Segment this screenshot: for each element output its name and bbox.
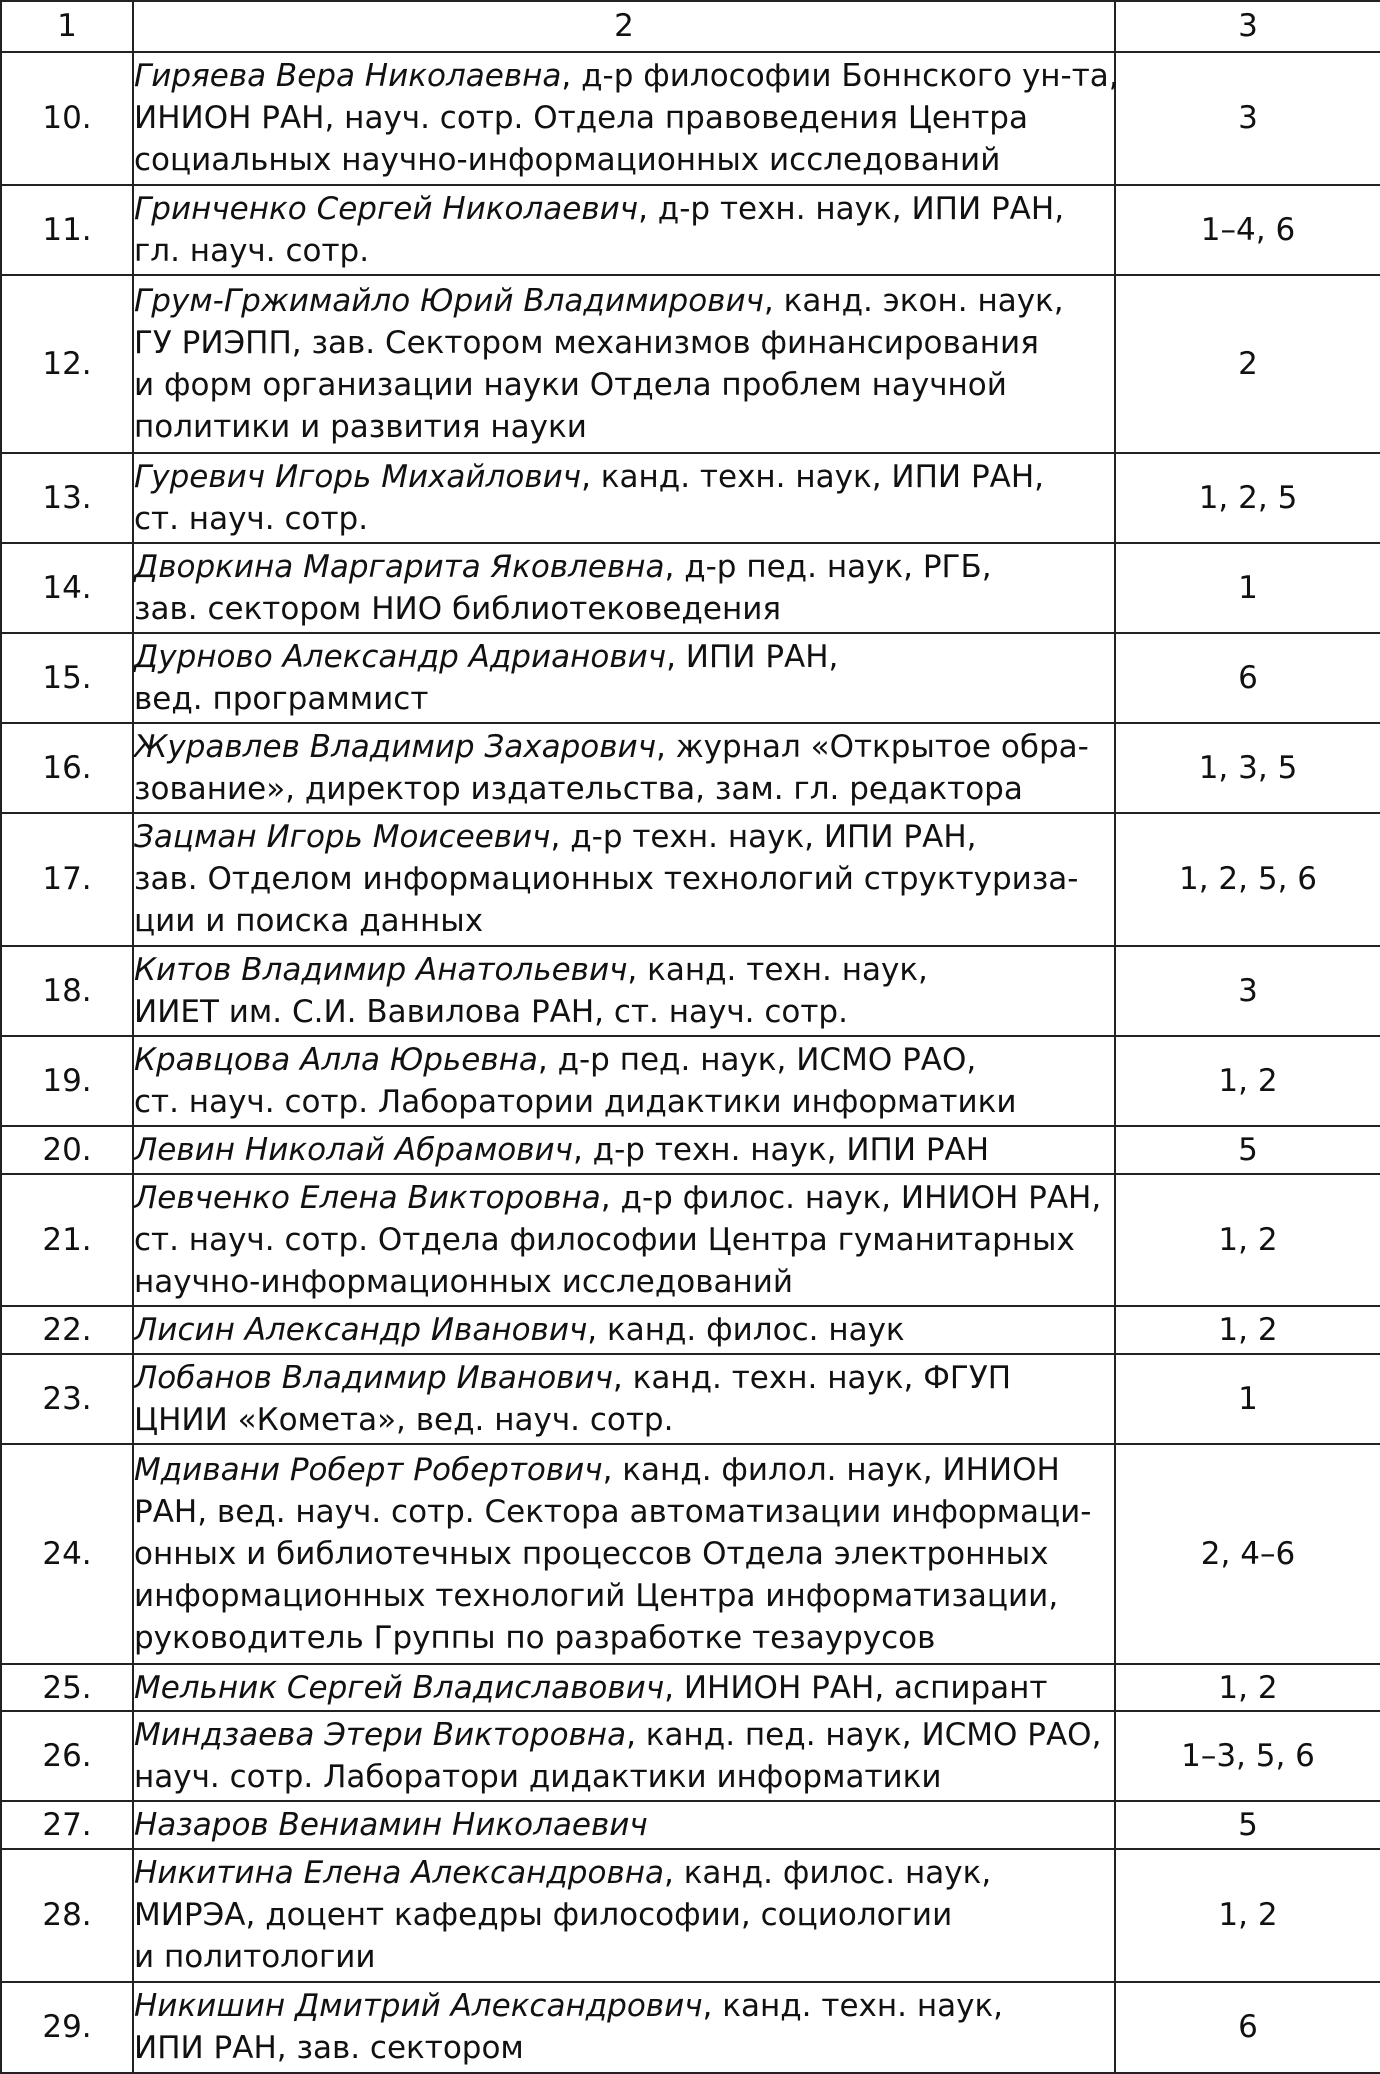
author-details: , канд. филос. наук: [587, 1312, 905, 1349]
author-details: , ИПИ РАН,: [666, 638, 839, 675]
author-details: , д-р пед. наук, РГБ,: [664, 548, 992, 585]
author-info-line: ГУ РИЭПП, зав. Сектором механизмов финансирования: [134, 325, 1039, 362]
author-info: [133, 633, 1115, 723]
row-number: 18.: [1, 946, 133, 1036]
categories-cell: 3: [1115, 946, 1380, 1036]
categories-cell: 1, 2: [1115, 1174, 1380, 1307]
author-info-line: и форм организации науки Отдела проблем научной: [134, 367, 1007, 404]
row-number: 29.: [1, 1982, 133, 2073]
authors-table-body: [1, 1, 1380, 2073]
categories-cell: 1, 3, 5: [1115, 723, 1380, 813]
categories-cell: 1, 2: [1115, 1664, 1380, 1712]
author-info-line: [134, 1177, 1114, 1219]
author-name: Гиряева Вера Николаевна: [134, 58, 562, 95]
author-name: Никишин Дмитрий Александрович: [134, 1988, 703, 2025]
author-info: [133, 52, 1119, 186]
table-row: [1, 1126, 1380, 1174]
author-name: Левин Николай Абрамович: [134, 1131, 573, 1168]
author-info-line: ИНИОН РАН, науч. сотр. Отдела правоведения Центра: [134, 100, 1028, 137]
row-number: 15.: [1, 633, 133, 723]
row-number: 17.: [1, 813, 133, 946]
categories-cell: 6: [1115, 1982, 1380, 2073]
author-info-line: ЦНИИ «Комета», вед. науч. сотр.: [134, 1401, 674, 1438]
author-name: Мельник Сергей Владиславович: [134, 1669, 665, 1706]
table-row: [1, 543, 1380, 633]
author-name: Мдивани Роберт Робертович: [134, 1451, 603, 1488]
author-details: , канд. техн. наук, ИПИ РАН,: [581, 458, 1045, 495]
author-info-line: научно-информационных исследований: [134, 1263, 794, 1300]
categories-cell: 1, 2, 5: [1115, 453, 1380, 543]
table-row: [1, 633, 1380, 723]
author-info: [133, 1711, 1115, 1801]
author-name: Дурново Александр Адрианович: [134, 638, 667, 675]
table-row: [1, 1982, 1380, 2073]
author-info-line: [134, 1667, 1114, 1709]
author-info-line: МИРЭА, доцент кафедры философии, социологии: [134, 1897, 953, 1934]
table-row: [1, 813, 1380, 946]
author-details: , канд. техн. наук,: [702, 1988, 1004, 2025]
table-row: [1, 1444, 1380, 1664]
author-info: [133, 813, 1115, 946]
table-row: [1, 1711, 1380, 1801]
table-row: [1, 185, 1380, 275]
author-info-line: социальных научно-информационных исследований: [134, 142, 1001, 179]
author-info-line: ст. науч. сотр. Отдела философии Центра гуманитарных: [134, 1221, 1075, 1258]
author-details: , канд. пед. наук, ИСМО РАО,: [626, 1717, 1102, 1754]
column-header-number: 1: [1, 1, 133, 52]
categories-cell: 1, 2: [1115, 1849, 1380, 1982]
author-info-line: [134, 726, 1114, 768]
categories-cell: 1, 2: [1115, 1306, 1380, 1354]
author-info-line: [134, 1039, 1114, 1081]
table-row: [1, 1306, 1380, 1354]
author-info-line: зав. Отделом информационных технологий структуриза-: [134, 861, 1079, 898]
author-info-line: [134, 546, 1114, 588]
author-name: Миндзаева Этери Викторовна: [134, 1717, 627, 1754]
categories-cell: 5: [1115, 1126, 1380, 1174]
author-info: [133, 543, 1115, 633]
table-row: [1, 1036, 1380, 1126]
author-details: , канд. экон. наук,: [763, 283, 1064, 320]
table-row: [1, 453, 1380, 543]
author-info-line: [134, 188, 1114, 230]
author-info-line: информационных технологий Центра информатизации,: [134, 1577, 1059, 1614]
author-info-line: зование», директор издательства, зам. гл. редактора: [134, 771, 1023, 808]
author-name: Лобанов Владимир Иванович: [134, 1359, 613, 1396]
author-info-line: онных и библиотечных процессов Отдела электронных: [134, 1535, 1049, 1572]
author-details: , канд. филос. наук,: [663, 1855, 992, 1892]
author-name: Грум-Гржимайло Юрий Владимирович: [134, 283, 764, 320]
author-info: [133, 185, 1115, 275]
author-info-line: [134, 456, 1114, 498]
author-info-line: [134, 949, 1114, 991]
author-info-line: зав. сектором НИО библиотековедения: [134, 590, 782, 627]
row-number: 13.: [1, 453, 133, 543]
author-info-line: [134, 1449, 1114, 1491]
author-info: [133, 453, 1115, 543]
author-name: Китов Владимир Анатольевич: [134, 951, 628, 988]
table-row: [1, 1664, 1380, 1712]
categories-cell: 5: [1115, 1801, 1380, 1849]
author-details: , д-р техн. наук, ИПИ РАН,: [638, 191, 1065, 228]
categories-cell: 1, 2, 5, 6: [1115, 813, 1380, 946]
author-info-line: ИПИ РАН, зав. сектором: [134, 2030, 524, 2067]
row-number: 25.: [1, 1664, 133, 1712]
row-number: 22.: [1, 1306, 133, 1354]
author-details: , д-р техн. наук, ИПИ РАН,: [550, 819, 977, 856]
author-info: [133, 1849, 1115, 1982]
row-number: 12.: [1, 275, 133, 452]
row-number: 21.: [1, 1174, 133, 1307]
author-info: [133, 1664, 1115, 1712]
author-info: [133, 723, 1115, 813]
author-info: [133, 1174, 1115, 1307]
author-info: [133, 946, 1115, 1036]
author-info-line: [134, 1714, 1114, 1756]
row-number: 14.: [1, 543, 133, 633]
header-row: [1, 1, 1380, 52]
categories-cell: 1–4, 6: [1115, 185, 1380, 275]
author-info: [133, 1982, 1115, 2073]
author-details: , д-р пед. наук, ИСМО РАО,: [537, 1041, 977, 1078]
author-name: Дворкина Маргарита Яковлевна: [134, 548, 665, 585]
categories-cell: 6: [1115, 633, 1380, 723]
author-name: Кравцова Алла Юрьевна: [134, 1041, 538, 1078]
author-details: , ИНИОН РАН, аспирант: [664, 1669, 1048, 1706]
author-info-line: гл. науч. сотр.: [134, 233, 370, 270]
row-number: 19.: [1, 1036, 133, 1126]
table-row: [1, 946, 1380, 1036]
author-details: , канд. филол. наук, ИНИОН: [602, 1451, 1060, 1488]
author-name: Журавлев Владимир Захарович: [134, 729, 657, 766]
categories-cell: 1: [1115, 543, 1380, 633]
row-number: 16.: [1, 723, 133, 813]
categories-cell: 2, 4–6: [1115, 1444, 1380, 1664]
author-name: Зацман Игорь Моисеевич: [134, 819, 551, 856]
author-details: , д-р техн. наук, ИПИ РАН: [572, 1131, 990, 1168]
author-info-line: [134, 816, 1114, 858]
author-info-line: [134, 1804, 1114, 1846]
author-info-line: [134, 1985, 1114, 2027]
author-info-line: [134, 636, 1114, 678]
author-info-line: руководитель Группы по разработке тезаурусов: [134, 1619, 936, 1656]
author-info: [133, 1444, 1115, 1664]
table-row: [1, 275, 1380, 452]
author-info-line: и политологии: [134, 1939, 376, 1976]
row-number: 10.: [1, 52, 133, 186]
author-info: [133, 1126, 1115, 1174]
author-details: , канд. техн. наук, ФГУП: [612, 1359, 1012, 1396]
row-number: 24.: [1, 1444, 133, 1664]
table-row: [1, 723, 1380, 813]
author-info-line: ст. науч. сотр.: [134, 500, 369, 537]
categories-cell: 1, 2: [1115, 1036, 1380, 1126]
author-details: , д-р филос. наук, ИНИОН РАН,: [600, 1179, 1102, 1216]
table-row: [1, 1174, 1380, 1307]
author-info-line: политики и развития науки: [134, 409, 587, 446]
author-info-line: [134, 1129, 1114, 1171]
categories-cell: 1: [1115, 1354, 1380, 1444]
author-details: , д-р философии Боннского ун-та,: [561, 58, 1119, 95]
table-row: [1, 1354, 1380, 1444]
categories-cell: 1–3, 5, 6: [1115, 1711, 1380, 1801]
author-info-line: ИИЕТ им. С.И. Вавилова РАН, ст. науч. сотр.: [134, 993, 848, 1030]
author-name: Гуревич Игорь Михайлович: [134, 458, 582, 495]
author-info-line: [134, 1357, 1114, 1399]
column-header-categories: 3: [1115, 1, 1380, 52]
author-info-line: вед. программист: [134, 680, 429, 717]
author-name: Левченко Елена Викторовна: [134, 1179, 601, 1216]
author-info-line: [134, 1852, 1114, 1894]
author-details: , журнал «Открытое обра-: [656, 729, 1089, 766]
author-name: Назаров Вениамин Николаевич: [134, 1807, 648, 1844]
author-info: [133, 275, 1115, 452]
table-row: [1, 1801, 1380, 1849]
row-number: 20.: [1, 1126, 133, 1174]
categories-cell: 2: [1115, 275, 1380, 452]
author-info: [133, 1306, 1115, 1354]
table-row: [1, 52, 1380, 186]
row-number: 23.: [1, 1354, 133, 1444]
column-header-author: 2: [133, 1, 1115, 52]
author-info: [133, 1354, 1115, 1444]
author-info: [133, 1801, 1115, 1849]
author-name: Лисин Александр Иванович: [134, 1312, 588, 1349]
author-info-line: ции и поиска данных: [134, 903, 484, 940]
author-info-line: [134, 55, 1119, 97]
author-info: [133, 1036, 1115, 1126]
author-info-line: [134, 1309, 1114, 1351]
author-info-line: [134, 280, 1114, 322]
row-number: 27.: [1, 1801, 133, 1849]
author-info-line: РАН, вед. науч. сотр. Сектора автоматизации информаци-: [134, 1493, 1092, 1530]
row-number: 11.: [1, 185, 133, 275]
row-number: 26.: [1, 1711, 133, 1801]
author-details: , канд. техн. наук,: [627, 951, 928, 988]
author-info-line: науч. сотр. Лаборатори дидактики информатики: [134, 1759, 942, 1796]
categories-cell: 3: [1115, 52, 1380, 186]
author-info-line: ст. науч. сотр. Лаборатории дидактики информатики: [134, 1083, 1017, 1120]
author-name: Гринченко Сергей Николаевич: [134, 191, 639, 228]
author-name: Никитина Елена Александровна: [134, 1855, 664, 1892]
table-row: [1, 1849, 1380, 1982]
row-number: 28.: [1, 1849, 133, 1982]
